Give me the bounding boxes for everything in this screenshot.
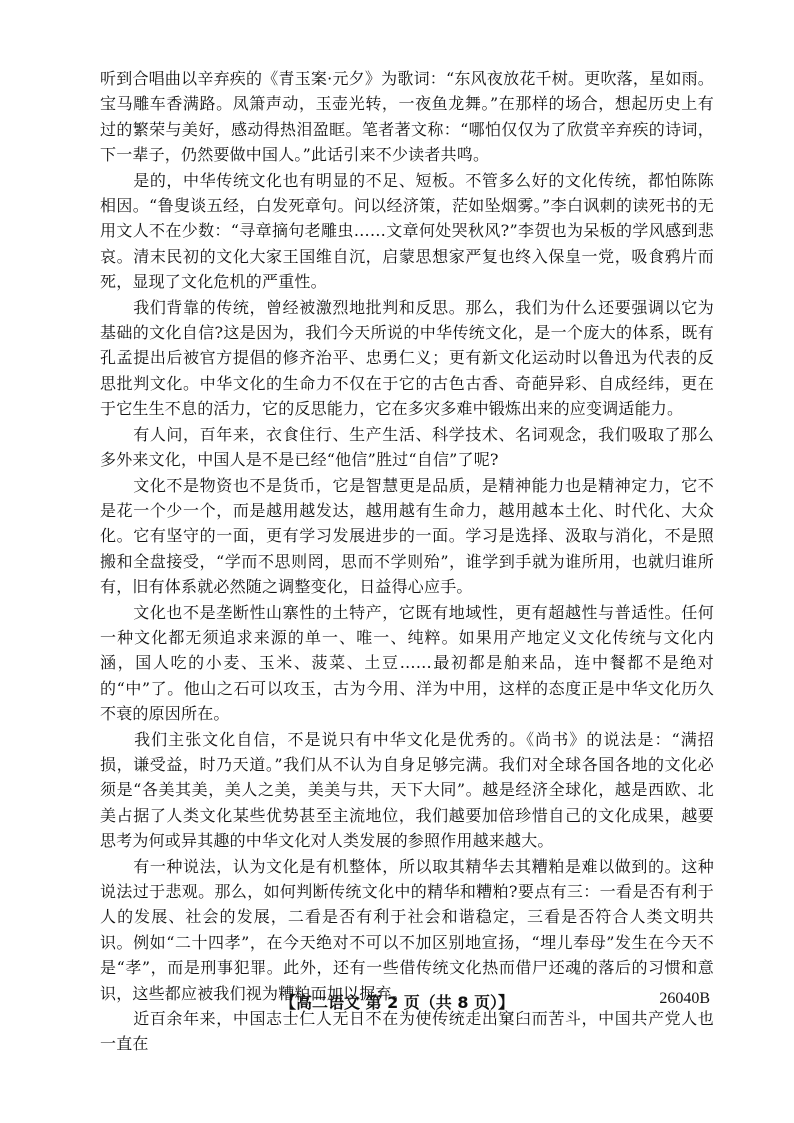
paragraph: 听到合唱曲以辛弃疾的《青玉案·元夕》为歌词：“东风夜放花千树。更吹落，星如雨。宝马雕车香满路。凤箫声动，玉壶光转，一夜鱼龙舞。”在那样的场合，想起历史上有过的繁荣与美好，感动得热泪盈眶。笔者著文称：“哪怕仅仅为了欣赏辛弃疾的诗词，下一辈子，仍然要做中国人。”此话引来不少读者共鸣。 <box>100 69 714 165</box>
page-number-label: 【高二语文 第 2 页（共 8 页）】 <box>279 993 515 1012</box>
paragraph: 我们主张文化自信，不是说只有中华文化是优秀的。《尚书》的说法是：“满招损，谦受益，时乃天道。”我们从不认为自身足够完满。我们对全球各国各地的文化必须是“各美其美，美人之美，美美与共，天下大同”。越是经济全球化，越是西欧、北美占据了人类文化某些优势甚至主流地位，我们越要加倍珍惜自己的文化成果，越要思考为何或异其趣的中华文化对人类发展的参照作用越来越大。 <box>100 729 714 851</box>
paragraph: 是的，中华传统文化也有明显的不足、短板。不管多么好的文化传统，都怕陈陈相因。“鲁叟谈五经，白发死章句。问以经济策，茫如坠烟雾。”李白讽刺的读死书的无用文人不在少数：“寻章摘句老雕虫……文章何处哭秋风?”李贺也为呆板的学风感到悲哀。清末民初的文化大家王国维自沉，启蒙思想家严复也终入保皇一党，吸食鸦片而死，显现了文化危机的严重性。 <box>100 170 714 292</box>
page-footer <box>0 990 794 1014</box>
paragraph: 近百余年来，中国志士仁人无日不在为使传统走出窠臼而苦斗，中国共产党人也一直在 <box>100 1009 714 1054</box>
paragraph: 我们背靠的传统，曾经被激烈地批判和反思。那么，我们为什么还要强调以它为基础的文化自信?这是因为，我们今天所说的中华传统文化，是一个庞大的体系，既有孔孟提出后被官方提倡的修齐治平、忠勇仁义；更有新文化运动时以鲁迅为代表的反思批判文化。中华文化的生命力不仅在于它的古色古香、奇葩异彩、自成经纬，更在于它生生不息的活力，它的反思能力，它在多灾多难中锻炼出来的应变调适能力。 <box>100 297 714 419</box>
document-body <box>100 66 714 1057</box>
paragraph: 文化也不是垄断性山寨性的土特产，它既有地域性，更有超越性与普适性。任何一种文化都无须追求来源的单一、唯一、纯粹。如果用产地定义文化传统与文化内涵，国人吃的小麦、玉米、菠菜、土豆……最初都是舶来品，连中餐都不是绝对的“中”了。他山之石可以攻玉，古为今用、洋为中用，这样的态度正是中华文化历久不衰的原因所在。 <box>100 602 714 724</box>
exam-code: 26040B <box>659 990 710 1007</box>
paragraph: 有人问，百年来，衣食住行、生产生活、科学技术、名词观念，我们吸取了那么多外来文化，中国人是不是已经“他信”胜过“自信”了呢? <box>100 424 714 470</box>
paragraph: 有一种说法，认为文化是有机整体，所以取其精华去其糟粕是难以做到的。这种说法过于悲观。那么，如何判断传统文化中的精华和糟粕?要点有三：一看是否有利于人的发展、社会的发展，二看是否有利于社会和谐稳定，三看是否符合人类文明共识。例如“二十四孝”，在今天绝对不可以不加区别地宣扬，“埋儿奉母”发生在今天不是“孝”，而是刑事犯罪。此外，还有一些借传统文化热而借尸还魂的落后的习惯和意识，这些都应被我们视为糟粕而加以摒弃。 <box>100 856 714 1003</box>
paragraph: 文化不是物资也不是货币，它是智慧更是品质，是精神能力也是精神定力，它不是花一个少一个，而是越用越发达，越用越有生命力，越用越本土化、时代化、大众化。它有坚守的一面，更有学习发展进步的一面。学习是选择、汲取与消化，不是照搬和全盘接受，“学而不思则罔，思而不学则殆”，谁学到手就为谁所用，也就归谁所有，旧有体系就必然随之调整变化，日益得心应手。 <box>100 475 714 597</box>
